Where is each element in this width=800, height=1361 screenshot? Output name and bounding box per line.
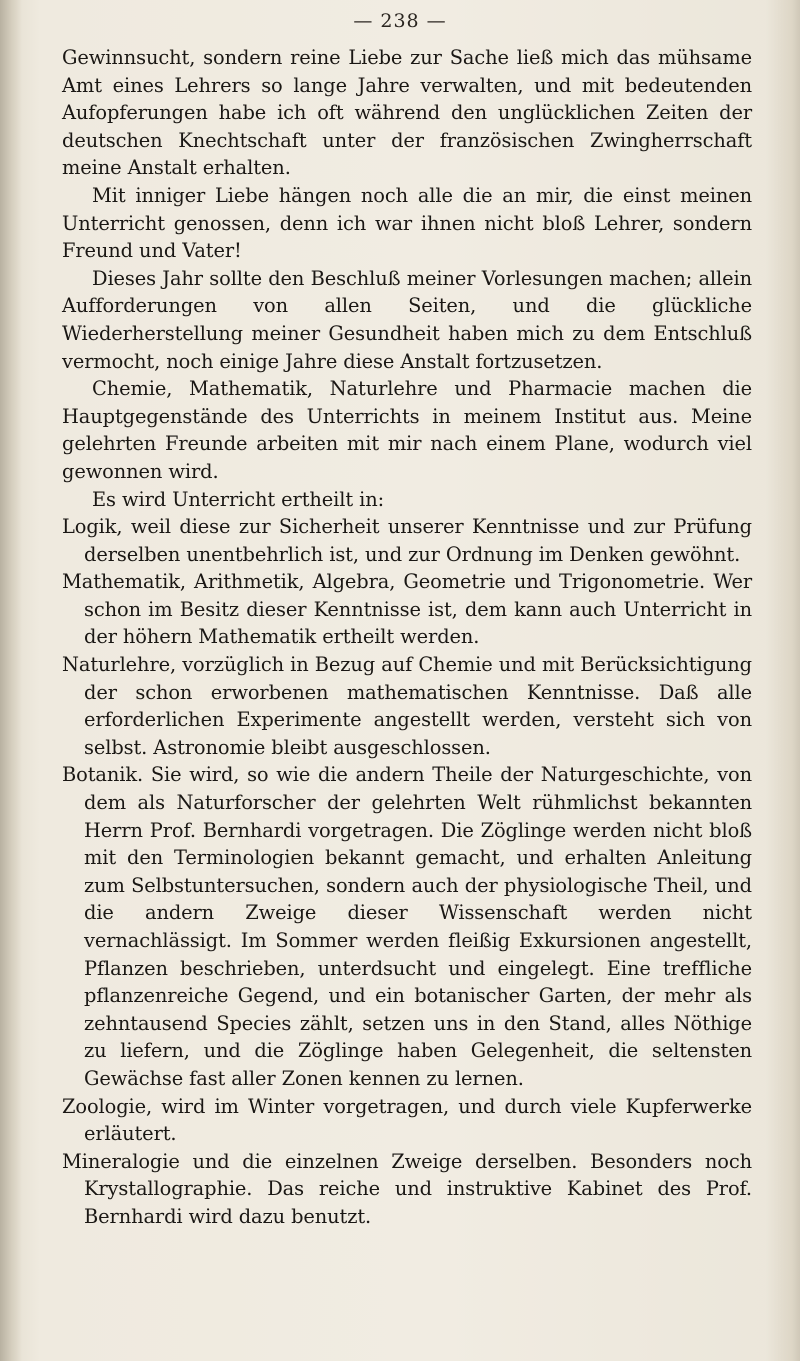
page-spine-shadow [0, 0, 22, 1361]
body-text [62, 44, 752, 1231]
subject-zoology: Zoologie, wird im Winter vorgetragen, und durch viele Kupferwerke erläutert. [62, 1094, 752, 1146]
subject-physics: Naturlehre, vorzüglich in Bezug auf Chemie und mit Berücksichtigung der schon erworbenen mathematischen Kenntnisse. Daß alle erforderlichen Experimente angestellt werden, versteht sich von selbst. Astronomie bleibt ausgeschlossen. [62, 653, 752, 759]
paragraph-motivation: Gewinnsucht, sondern reine Liebe zur Sache ließ mich das mühsame Amt eines Lehrers so lange Jahre verwalten, und mit bedeutenden Aufopferungen habe ich oft während den unglücklichen Zeiten der deutschen Knechtschaft unter der französischen Zwingherrschaft meine Anstalt erhalten. [62, 46, 752, 180]
subject-logic: Logik, weil diese zur Sicherheit unserer Kenntnisse und zur Prüfung derselben unentbehrlich ist, und zur Ordnung im Denken gewöhnt. [62, 515, 752, 566]
paragraph-students: Mit inniger Liebe hängen noch alle die an mir, die einst meinen Unterricht genossen, denn ich war ihnen nicht bloß Lehrer, sondern Freund und Vater! [62, 183, 752, 263]
paragraph-subjects: Chemie, Mathematik, Naturlehre und Pharmacie machen die Hauptgegenstände des Unterrichts in meinem Institut aus. Meine gelehrten Freunde arbeiten mit mir nach einem Plane, wodurch viel gewonnen wird. [62, 377, 752, 483]
paragraph-intro-list: Es wird Unterricht ertheilt in: [92, 487, 385, 511]
page-edge-shadow [766, 0, 800, 1361]
paragraph-continuation: Dieses Jahr sollte den Beschluß meiner Vorlesungen machen; allein Aufforderungen von allen Seiten, und die glückliche Wiederherstellung meiner Gesundheit haben mich zu dem Entschluß vermocht, noch einige Jahre diese Anstalt fortzusetzen. [62, 266, 752, 373]
subject-mineralogy: Mineralogie und die einzelnen Zweige derselben. Besonders noch Krystallographie. Das reiche und instruktive Kabinet des Prof. Bernhardi wird dazu benutzt. [62, 1149, 752, 1228]
subject-mathematics: Mathematik, Arithmetik, Algebra, Geometrie und Trigonometrie. Wer schon im Besitz dieser Kenntnisse ist, dem kann auch Unterricht in der höhern Mathematik ertheilt werden. [62, 570, 752, 649]
subject-botany: Botanik. Sie wird, so wie die andern Theile der Naturgeschichte, von dem als Naturforscher der gelehrten Welt rühmlichst bekannten Herrn Prof. Bernhardi vorgetragen. Die Zöglinge werden nicht bloß mit den Terminologien bekannt gemacht, und erhalten Anleitung zum Selbstuntersuchen, sondern auch der physiologische Theil, und die andern Zweige dieser Wissenschaft werden nicht vernachlässigt. Im Sommer werden fleißig Exkursionen angestellt, Pflanzen beschrieben, unterdsucht und eingelegt. Eine treffliche pflanzenreiche Gegend, und ein botanischer Garten, der mehr als zehntausend Species zählt, setzen uns in den Stand, alles Nöthige zu liefern, und die Zöglinge haben Gelegenheit, die seltensten Gewächse fast aller Zonen kennen zu lernen. [62, 763, 752, 1090]
page-number: — 238 — [353, 10, 447, 32]
